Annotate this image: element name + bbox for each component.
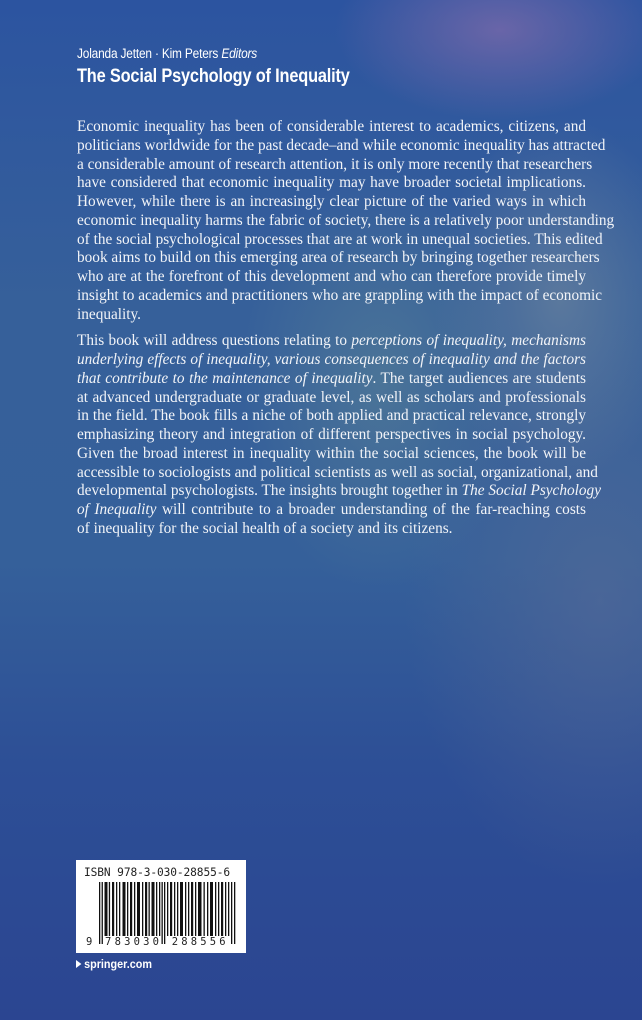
text-line: of the social psychological processes that are at work in unequal societies. This edited <box>77 230 603 248</box>
text-span: . The target audiences are students <box>372 369 586 387</box>
book-title: The Social Psychology of Inequality <box>77 66 350 87</box>
barcode-bars-icon <box>99 882 239 944</box>
publisher-link-text: springer.com <box>84 957 152 971</box>
text-span: will contribute to a broader understanding of the far-reaching costs <box>156 501 586 518</box>
text-span: developmental psychologists. The insights brought together in <box>77 482 462 500</box>
text-line: emphasizing theory and integration of different perspectives in social psychology. <box>77 426 586 443</box>
text-line: have considered that economic inequality may have broader societal implications. <box>77 174 586 192</box>
italic-span: underlying effects of inequality, various consequences of inequality and the factors <box>77 351 586 368</box>
publisher-link[interactable] <box>76 957 152 971</box>
text-line <box>77 351 586 370</box>
blurb <box>77 118 615 547</box>
text-line: book aims to build on this emerging area of research by bringing together researchers <box>77 249 600 267</box>
blurb-paragraph-1 <box>77 118 615 324</box>
text-line <box>77 482 601 501</box>
triangle-right-icon <box>76 960 81 968</box>
text-line: accessible to sociologists and political scientists as well as social, organizational, and <box>77 463 598 481</box>
text-line: economic inequality harms the fabric of society, there is a relatively poor understanding <box>77 211 615 229</box>
italic-span: of Inequality <box>77 501 157 518</box>
text-line: insight to academics and practitioners who are grappling with the impact of economic <box>77 286 603 304</box>
text-line: in the field. The book fills a niche of both applied and practical relevance, strongly <box>77 407 586 425</box>
text-line: who are at the forefront of this development and who can therefore provide timely <box>77 268 586 285</box>
text-line: Economic inequality has been of considerable interest to academics, citizens, and <box>77 118 586 135</box>
text-line: of inequality for the social health of a society and its citizens. <box>77 519 453 537</box>
text-line: politicians worldwide for the past decade–and while economic inequality has attracted <box>77 136 606 154</box>
text-line: However, while there is an increasingly clear picture of the varied ways in which <box>77 193 586 210</box>
text-line: Given the broad interest in inequality within the social sciences, the book will be <box>77 444 586 462</box>
italic-span: The Social Psychology <box>461 482 601 500</box>
text-line: at advanced undergraduate or graduate level, as well as scholars and professionals <box>77 388 586 406</box>
text-line: inequality. <box>77 305 142 323</box>
text-line <box>77 501 586 520</box>
italic-span: that contribute to the maintenance of inequality <box>77 369 373 387</box>
text-line: a considerable amount of research attention, it is only more recently that researchers <box>77 155 593 173</box>
isbn-label: ISBN 978-3-030-28855-6 <box>84 866 230 879</box>
isbn-barcode <box>76 860 246 953</box>
editors-names: Jolanda Jetten · Kim Peters <box>77 46 219 61</box>
blurb-paragraph-2 <box>77 332 601 538</box>
text-line <box>77 332 586 351</box>
italic-span: perceptions of inequality, mechanisms <box>351 332 587 350</box>
text-line <box>77 370 586 389</box>
editors-line <box>77 46 257 61</box>
text-span: This book will address questions relating to <box>77 332 352 350</box>
ean-digits: 9 783030 288556 <box>86 936 229 948</box>
editors-role: Editors <box>221 46 258 61</box>
